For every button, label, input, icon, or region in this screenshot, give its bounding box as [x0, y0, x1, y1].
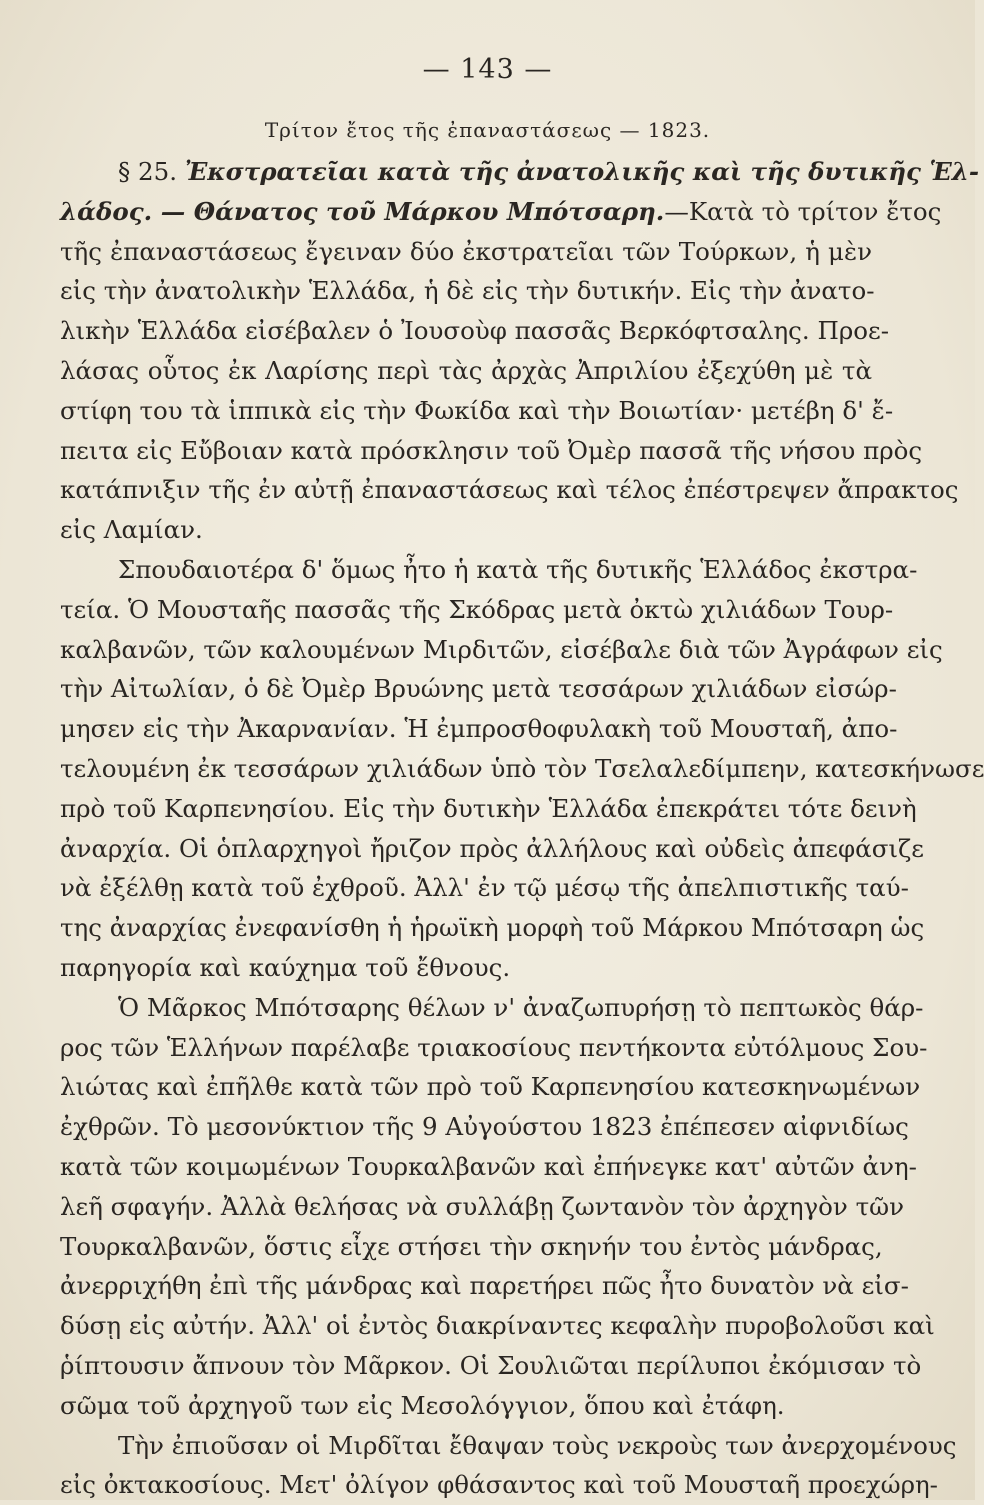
text-line: Τουρκαλβανῶν, ὅστις εἶχε στήσει τὴν σκηνήν του ἐντὸς μάνδρας,: [60, 1231, 883, 1261]
text-line: μησεν εἰς τὴν Ἀκαρνανίαν. Ἡ ἐμπροσθοφυλακὴ τοῦ Μουσταῆ, ἀπο-: [60, 714, 898, 744]
text-line: ἀνερριχήθη ἐπὶ τῆς μάνδρας καὶ παρετήρει πῶς ἦτο δυνατὸν νὰ εἰσ-: [60, 1271, 909, 1301]
section-number: § 25.: [118, 157, 178, 186]
text-line: εἰς ὀκτακοσίους. Μετ' ὀλίγον φθάσαντος καὶ τοῦ Μουσταῆ προεχώρη-: [60, 1470, 938, 1500]
text-line: σῶμα τοῦ ἀρχηγοῦ των εἰς Μεσολόγγιον, ὅπου καὶ ἐτάφη.: [60, 1390, 785, 1420]
text-line: λιώτας καὶ ἐπῆλθε κατὰ τῶν πρὸ τοῦ Καρπενησίου κατεσκηνωμένων: [60, 1072, 921, 1102]
text-line: νὰ ἐξέλθῃ κατὰ τοῦ ἐχθροῦ. Ἀλλ' ἐν τῷ μέσῳ τῆς ἀπελπιστικῆς ταύ-: [60, 873, 909, 903]
text-line: τελουμένη ἐκ τεσσάρων χιλιάδων ὑπὸ τὸν Τσελαλεδίμπεην, κατεσκήνωσε: [60, 753, 984, 783]
paragraph-start-line: Ὁ Μᾶρκος Μπότσαρης θέλων ν' ἀναζωπυρήσῃ τὸ πεπτωκὸς θάρ-: [118, 992, 924, 1022]
text-line: τεία. Ὁ Μουσταῆς πασσᾶς τῆς Σκόδρας μετὰ ὀκτὼ χιλιάδων Τουρ-: [60, 594, 894, 624]
text-line: εἰς Λαμίαν.: [60, 515, 203, 545]
text-line: κατὰ τῶν κοιμωμένων Τουρκαλβανῶν καὶ ἐπήνεγκε κατ' αὐτῶν ἀνη-: [60, 1151, 917, 1181]
section-heading-part1: Ἐκστρατεῖαι κατὰ τῆς ἀνατολικῆς καὶ τῆς δυτικῆς Ἑλ-: [184, 157, 980, 186]
text-line: πειτα εἰς Εὔβοιαν κατὰ πρόσκλησιν τοῦ Ὀμὲρ πασσᾶ τῆς νήσου πρὸς: [60, 435, 923, 465]
text-line: δύσῃ εἰς αὐτήν. Ἀλλ' οἱ ἐντὸς διακρίναντες κεφαλὴν πυροβολοῦσι καὶ: [60, 1311, 935, 1341]
body-text: [60, 152, 984, 1505]
text-line: κατάπνιξιν τῆς ἐν αὐτῇ ἐπαναστάσεως καὶ τέλος ἐπέστρεψεν ἄπρακτος: [60, 475, 959, 505]
page-number: — 143 —: [422, 54, 553, 85]
text-line: πρὸ τοῦ Καρπενησίου. Εἰς τὴν δυτικὴν Ἑλλάδα ἐπεκράτει τότε δεινὴ: [60, 793, 917, 823]
section-heading-part2: λάδος. — Θάνατος τοῦ Μάρκου Μπότσαρη.: [60, 196, 665, 226]
text-line: ῥίπτουσιν ἄπνουν τὸν Μᾶρκον. Οἱ Σουλιῶται περίλυποι ἐκόμισαν τὸ: [60, 1350, 922, 1380]
paragraph-start-line: Τὴν ἐπιοῦσαν οἱ Μιρδῖται ἔθαψαν τοὺς νεκροὺς των ἀνερχομένους: [118, 1430, 957, 1460]
text-line: λάσας οὗτος ἐκ Λαρίσης περὶ τὰς ἀρχὰς Ἀπριλίου ἐξεχύθη μὲ τὰ: [60, 355, 872, 385]
text-line: εἰς τὴν ἀνατολικὴν Ἑλλάδα, ἡ δὲ εἰς τὴν δυτικήν. Εἰς τὴν ἀνατο-: [60, 276, 875, 306]
text-line: ρος τῶν Ἑλλήνων παρέλαβε τριακοσίους πεντήκοντα εὐτόλμους Σου-: [60, 1032, 928, 1062]
text-line: λεῆ σφαγήν. Ἀλλὰ θελήσας νὰ συλλάβῃ ζωντανὸν τὸν ἀρχηγὸν τῶν: [60, 1191, 905, 1221]
section-heading-line-2: [60, 192, 942, 232]
text-line: της ἀναρχίας ἐνεφανίσθη ἡ ἡρωϊκὴ μορφὴ τοῦ Μάρκου Μπότσαρη ὡς: [60, 913, 925, 943]
text-line: τῆς ἐπαναστάσεως ἔγειναν δύο ἐκστρατεῖαι τῶν Τούρκων, ἡ μὲν: [60, 236, 872, 266]
text-line: τὴν Αἰτωλίαν, ὁ δὲ Ὀμὲρ Βρυώνης μετὰ τεσσάρων χιλιάδων εἰσώρ-: [60, 674, 897, 704]
text-line: ἀναρχία. Οἱ ὁπλαρχηγοὶ ἤριζον πρὸς ἀλλήλους καὶ οὐδεὶς ἀπεφάσιζε: [60, 833, 924, 863]
text-line: στίφη του τὰ ἱππικὰ εἰς τὴν Φωκίδα καὶ τὴν Βοιωτίαν· μετέβη δ' ἔ-: [60, 395, 894, 425]
text-line: λικὴν Ἑλλάδα εἰσέβαλεν ὁ Ἰουσοὺφ πασσᾶς Βερκόφτσαλης. Προε-: [60, 316, 889, 346]
text-line: καλβανῶν, τῶν καλουμένων Μιρδιτῶν, εἰσέβαλε διὰ τῶν Ἀγράφων εἰς: [60, 634, 943, 664]
section-heading-cont: —Κατὰ τὸ τρίτον ἔτος: [664, 196, 942, 226]
text-line: ἐχθρῶν. Τὸ μεσονύκτιον τῆς 9 Αὐγούστου 1823 ἐπέπεσεν αἰφνιδίως: [60, 1112, 909, 1142]
paragraph-start-line: Σπουδαιοτέρα δ' ὅμως ἦτο ἡ κατὰ τῆς δυτικῆς Ἑλλάδος ἐκστρα-: [118, 554, 918, 584]
text-line: παρηγορία καὶ καύχημα τοῦ ἔθνους.: [60, 952, 511, 982]
running-head: Τρίτον ἔτος τῆς ἐπαναστάσεως — 1823.: [264, 118, 711, 142]
section-heading-line-1: [60, 152, 980, 192]
